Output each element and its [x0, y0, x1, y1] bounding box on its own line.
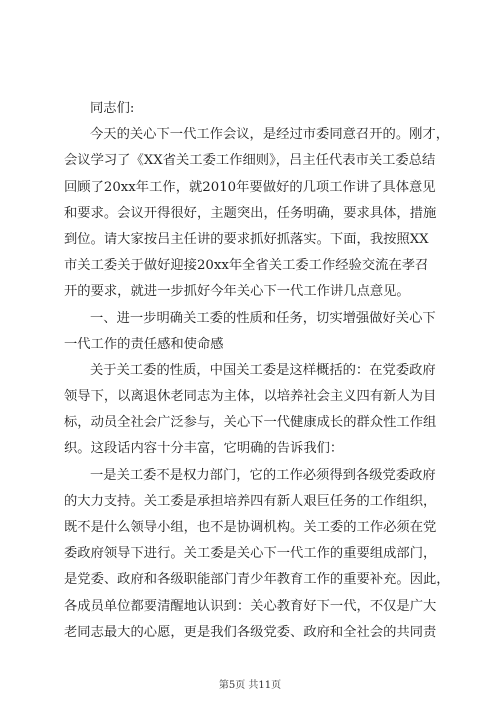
paragraph-line: 开的要求，就进一步抓好今年关心下一代工作讲几点意见。 [64, 284, 410, 300]
paragraph-line: 和要求。会议开得很好，主题突出，任务明确，要求具体，措施 [64, 205, 437, 221]
paragraph-line: 今天的关心下一代工作会议，是经过市委同意召开的。刚才， [90, 127, 450, 143]
document-body [64, 96, 450, 646]
paragraph-line: 一代工作的责任感和使命感 [64, 336, 224, 352]
paragraph-line: 领导下，以离退休老同志为主体，以培养社会主义四有新人为目 [64, 389, 437, 405]
paragraph-line: 织。这段话内容十分丰富，它明确的告诉我们： [64, 441, 344, 457]
paragraph-line: 回顾了20xx年工作，就2010年要做好的几项工作讲了具体意见 [64, 179, 436, 195]
paragraph-line: 一是关工委不是权力部门，它的工作必须得到各级党委政府 [90, 467, 436, 483]
paragraph-line: 一、进一步明确关工委的性质和任务，切实增强做好关心下 [90, 310, 436, 326]
paragraph-line: 既不是什么领导小组，也不是协调机构。关工委的工作必须在党 [64, 520, 437, 535]
page-footer: 第5页 共11页 [218, 680, 282, 691]
paragraph-line: 到位。请大家按吕主任讲的要求抓好抓落实。下面，我按照XX [64, 231, 429, 247]
paragraph-line: 委政府领导下进行。关工委是关心下一代工作的重要组成部门， [64, 546, 437, 562]
paragraph-line: 市关工委关于做好迎接20xx年全省关工委工作经验交流在孝召 [64, 258, 429, 274]
paragraph-line: 老同志最大的心愿，更是我们各级党委、政府和全社会的共同责 [64, 624, 437, 640]
paragraph-line: 的大力支持。关工委是承担培养四有新人艰巨任务的工作组织， [64, 493, 437, 509]
paragraph-line: 同志们: [90, 101, 135, 116]
paragraph-line: 关于关工委的性质，中国关工委是这样概括的：在党委政府 [90, 362, 436, 378]
paragraph-line: 会议学习了《XX省关工委工作细则》，吕主任代表市关工委总结 [64, 153, 436, 169]
paragraph-line: 是党委、政府和各级职能部门青少年教育工作的重要补充。因此， [64, 572, 450, 588]
paragraph-line: 标，动员全社会广泛参与，关心下一代健康成长的群众性工作组 [64, 415, 437, 431]
paragraph-line: 各成员单位都要清醒地认识到：关心教育好下一代，不仅是广大 [64, 598, 437, 614]
